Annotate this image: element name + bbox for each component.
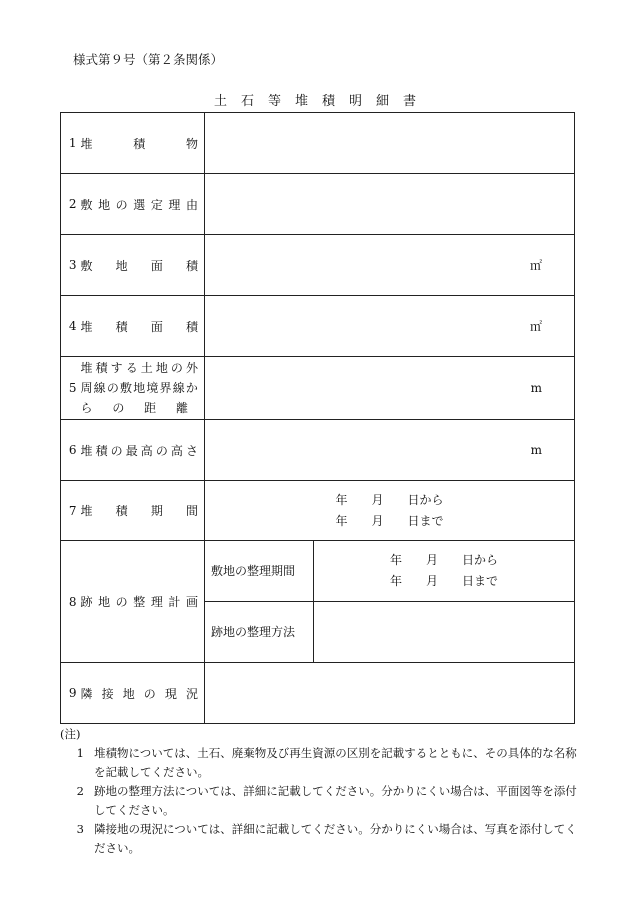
period-to: 年 月 日まで xyxy=(389,573,498,588)
row-number: 1 xyxy=(61,113,77,174)
label-char: す xyxy=(110,361,123,375)
label-char: 積 xyxy=(115,504,128,518)
label-char: 積 xyxy=(133,136,146,151)
label-char: 面 xyxy=(150,258,163,273)
label-char: の xyxy=(170,361,183,375)
label-char: 地 xyxy=(98,197,111,212)
label-char: 堆 xyxy=(80,136,93,151)
label-char: の xyxy=(115,595,128,609)
note-number: 2 xyxy=(76,784,84,798)
label-char: 画 xyxy=(185,595,198,609)
value-cell-adjacent-land[interactable] xyxy=(205,663,575,724)
unit-label: ㎡ xyxy=(529,258,542,273)
spread-label-line xyxy=(81,398,199,418)
label-char: 整 xyxy=(133,595,146,609)
spread-label xyxy=(81,257,199,274)
label-char: 敷 xyxy=(80,258,93,273)
sub-label: 跡地の整理方法 xyxy=(205,601,314,662)
unit-label: m xyxy=(530,443,542,457)
sub-label: 敷地の整理期間 xyxy=(205,541,314,601)
label-char: 地 xyxy=(115,258,128,273)
label-char: 理 xyxy=(168,197,181,212)
row-number: 7 xyxy=(61,481,77,541)
value-cell-site-reason[interactable] xyxy=(205,174,575,235)
spread-label-line xyxy=(81,378,199,398)
label-char: の xyxy=(155,443,168,458)
label-char: 線 xyxy=(93,381,106,395)
label-char: の xyxy=(112,401,125,415)
period-to: 年 月 日まで xyxy=(335,513,444,528)
row-number: 3 xyxy=(61,235,77,296)
row-number: 9 xyxy=(61,663,77,724)
label-char: 高 xyxy=(140,443,153,458)
table-row-2 xyxy=(61,174,575,235)
value-cell-cleanup-period[interactable] xyxy=(314,541,575,601)
unit-label: ㎡ xyxy=(529,319,542,334)
row-label xyxy=(77,663,205,724)
row-label xyxy=(77,541,205,663)
label-char: 界 xyxy=(159,381,172,395)
table-row-4 xyxy=(61,296,575,357)
label-char: 離 xyxy=(175,401,188,415)
spread-label xyxy=(81,442,199,459)
table-row-1 xyxy=(61,113,575,174)
label-char: 選 xyxy=(133,197,146,212)
label-char: る xyxy=(125,361,138,375)
label-char: 理 xyxy=(150,595,163,609)
label-char: 堆 xyxy=(80,504,93,518)
spread-label xyxy=(81,135,199,152)
value-cell-site-area[interactable] xyxy=(205,235,575,296)
row-label xyxy=(77,296,205,357)
label-char: ら xyxy=(80,401,93,415)
table-row-8 xyxy=(61,541,575,663)
label-char: 積 xyxy=(95,361,108,375)
label-char: 高 xyxy=(170,443,183,458)
table-row-9 xyxy=(61,663,575,724)
row-label xyxy=(77,235,205,296)
row-label xyxy=(77,174,205,235)
label-char: 積 xyxy=(185,319,198,334)
value-cell-deposit[interactable] xyxy=(205,113,575,174)
label-char: 地 xyxy=(122,686,135,701)
label-char: 積 xyxy=(185,258,198,273)
row-number: 5 xyxy=(61,357,77,420)
value-cell-deposit-period[interactable] xyxy=(205,481,575,541)
label-char: の xyxy=(106,381,119,395)
label-char: 定 xyxy=(150,197,163,212)
label-char: 計 xyxy=(168,595,181,609)
label-char: 境 xyxy=(146,381,159,395)
label-char: 間 xyxy=(185,504,198,518)
unit-label: m xyxy=(530,381,542,395)
value-cell-max-height[interactable] xyxy=(205,420,575,481)
spread-label xyxy=(81,318,199,335)
label-char: 最 xyxy=(125,443,138,458)
spread-label xyxy=(81,593,199,610)
label-char: の xyxy=(143,686,156,701)
label-char: さ xyxy=(185,443,198,458)
label-char: 土 xyxy=(140,361,153,375)
table-row-7 xyxy=(61,481,575,541)
period-from: 年 月 日から xyxy=(335,492,444,507)
label-char: 地 xyxy=(155,361,168,375)
label-char: 外 xyxy=(185,361,198,375)
document-title: 土石等堆積明細書 xyxy=(213,94,430,109)
label-char: 堆 xyxy=(80,319,93,334)
row-number: 4 xyxy=(61,296,77,357)
row-number: 2 xyxy=(61,174,77,235)
row-number: 8 xyxy=(61,541,77,663)
notes-section xyxy=(60,725,585,858)
subrow-cleanup-method xyxy=(205,601,574,662)
label-char: 線 xyxy=(172,381,185,395)
label-char: 敷 xyxy=(120,381,133,395)
value-cell-cleanup-method[interactable] xyxy=(314,601,575,662)
label-char: 堆 xyxy=(80,443,93,458)
note-number: 1 xyxy=(76,746,84,760)
note-number: 3 xyxy=(76,822,84,836)
label-char: 積 xyxy=(95,443,108,458)
label-char: 敷 xyxy=(80,197,93,212)
label-char: 周 xyxy=(80,381,93,395)
note-item xyxy=(60,820,585,858)
period-from: 年 月 日から xyxy=(389,552,498,567)
label-char: 隣 xyxy=(80,686,93,701)
label-char: 地 xyxy=(98,595,111,609)
note-text: 隣接地の現況については、詳細に記載してください。分かりにくい場合は、写真を添付してください。 xyxy=(94,822,577,855)
label-char: の xyxy=(110,443,123,458)
label-char: 接 xyxy=(101,686,114,701)
label-char: か xyxy=(185,381,198,395)
row-label xyxy=(77,420,205,481)
cleanup-plan-cell xyxy=(205,541,575,663)
spread-label xyxy=(81,196,199,213)
form-number: 様式第９号（第２条関係） xyxy=(73,52,224,67)
label-char: 地 xyxy=(133,381,146,395)
label-char: 況 xyxy=(185,686,198,701)
notes-heading: (注) xyxy=(60,727,81,741)
value-cell-boundary-distance[interactable] xyxy=(205,357,575,420)
note-item xyxy=(60,744,585,782)
label-char: 由 xyxy=(185,197,198,212)
spread-label xyxy=(81,502,199,519)
value-cell-deposit-area[interactable] xyxy=(205,296,575,357)
label-char: の xyxy=(115,197,128,212)
note-item xyxy=(60,782,585,820)
label-char: 期 xyxy=(150,504,163,518)
note-text: 跡地の整理方法については、詳細に記載してください。分かりにくい場合は、平面図等を添付してください。 xyxy=(94,784,577,817)
label-char: 堆 xyxy=(80,361,93,375)
note-text: 堆積物については、土石、廃棄物及び再生資源の区別を記載するとともに、その具体的な名称を記載してください。 xyxy=(94,746,577,779)
row-label xyxy=(77,357,205,420)
row-number: 6 xyxy=(61,420,77,481)
label-char: 跡 xyxy=(80,595,93,609)
row-label xyxy=(77,481,205,541)
label-char: 物 xyxy=(185,136,198,151)
label-char: 面 xyxy=(150,319,163,334)
cleanup-plan-subtable xyxy=(205,541,574,662)
subrow-cleanup-period xyxy=(205,541,574,601)
details-table xyxy=(60,112,575,724)
label-char: 積 xyxy=(115,319,128,334)
table-row-6 xyxy=(61,420,575,481)
spread-label-line xyxy=(81,358,199,378)
label-char: 距 xyxy=(144,401,157,415)
table-row-3 xyxy=(61,235,575,296)
row-label xyxy=(77,113,205,174)
table-row-5 xyxy=(61,357,575,420)
spread-label xyxy=(81,685,199,702)
label-char: 現 xyxy=(164,686,177,701)
